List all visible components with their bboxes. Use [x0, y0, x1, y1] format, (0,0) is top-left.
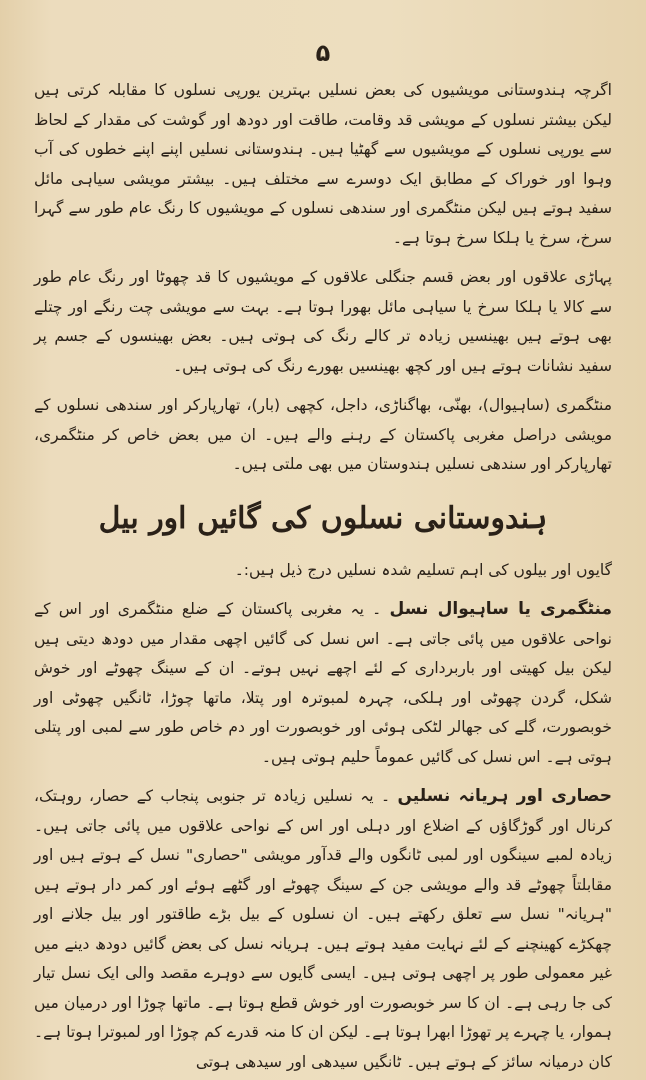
page-number: ۵: [315, 39, 331, 67]
paragraph-text: اگرچہ ہندوستانی مویشیوں کی بعض نسلیں بہترین یورپی نسلوں کا مقابلہ کرتی ہیں لیکن بیشتر نسلوں کے مویشی قد وقامت، طاقت اور دودھ اور گوشت کی مقدار کے لحاظ سے یورپی نسلوں کے مویشیوں سے گھٹیا ہیں۔ ہندوستانی نسلیں اپنے اپنے خطوں کی آب وہوا اور خوراک کے مطابق ایک دوسرے سے مختلف ہیں۔ بیشتر مویشی سیاہی مائل سفید ہوتے ہیں لیکن منٹگمری اور سندھی نسلوں کے مویشیوں کا رنگ عام طور سے گہرا سرخ، سرخ یا ہلکا سرخ ہوتا ہے۔: [34, 81, 612, 247]
paragraph-list-intro: [34, 556, 612, 586]
breed-heading-hissar-hariana: حصاری اور ہریانہ نسلیں: [397, 786, 612, 806]
paragraph-montgomery: [34, 595, 612, 772]
paragraph-text: ۔ یہ مغربی پاکستان کے ضلع منٹگمری اور اس کے نواحی علاقوں میں پائی جاتی ہے۔ اس نسل کی گائیں اچھی مقدار میں دودھ دیتی ہیں لیکن بیل کھیتی اور باربرداری کے لئے اچھے نہیں ہوتے۔ ان کے سینگ چھوٹے اور خوش شکل، گردن چھوٹی اور ہلکی، چہرہ لمبوترہ اور پتلا، ماتھا چوڑا، ٹانگیں چھوٹی اور خوبصورت، گلے کی جھالر لٹکی ہوئی اور خوبصورت اور دم خاص طور سے لمبی اور پتلی ہوتی ہے۔ اس نسل کی گائیں عموماً حلیم ہوتی ہیں۔: [34, 600, 612, 766]
paragraph-hissar-hariana: [34, 782, 612, 1077]
paragraph-text: ۔ یہ نسلیں زیادہ تر جنوبی پنجاب کے حصار، روہتک، کرنال اور گوڑگاؤں کے اضلاع اور دہلی اور اس کے نواحی علاقوں میں پائی جاتی ہیں۔ زیادہ لمبے سینگوں اور لمبی ٹانگوں والے قدآور مویشی "حصاری" نسل کے ہوتے ہیں اور مقابلتاً چھوٹے قد والے مویشی جن کے سینگ چھوٹے اور گٹھے ہوئے اور کمر دار ہوتے ہیں "ہریانہ" نسل سے تعلق رکھتے ہیں۔ ان نسلوں کے بیل بڑے طاقتور اور بیل جلانے اور چھکڑے کھینچنے کے لئے نہایت مفید ہوتے ہیں۔ ہریانہ نسل کی بعض گائیں دودھ دینے میں غیر معمولی طور پر اچھی ہوتی ہیں۔ ایسی گایوں سے دوہرے مقصد والی ایک نسل تیار کی جا رہی ہے۔ ان کا سر خوبصورت اور خوش قطع ہوتا ہے۔ ماتھا چوڑا اور درمیان میں ہموار، یا چہرے پر تھوڑا ابھرا ہوتا ہے۔ لیکن ان کا منہ قدرے کم چوڑا اور لمبوترا ہوتا ہے۔ کان درمیانہ سائز کے ہوتے ہیں۔ ٹانگیں سیدھی اور سیدھی ہوتی: [34, 787, 612, 1071]
paragraph-intro: [34, 76, 612, 253]
section-title: ہندوستانی نسلوں کی گائیں اور بیل: [98, 500, 548, 536]
paragraph-hill-cattle: [34, 263, 612, 381]
paragraph-breeds-origin: [34, 391, 612, 480]
paragraph-text: پہاڑی علاقوں اور بعض قسم جنگلی علاقوں کے مویشیوں کا قد چھوٹا اور رنگ عام طور سے کالا یا ہلکا سرخ یا سیاہی مائل بھورا ہوتا ہے۔ بہت سے مویشی چت رنگے اور چتلے بھی ہوتے ہیں بھینسیں زیادہ تر کالے رنگ کی ہوتی ہیں۔ بعض بھینسوں کے جسم پر سفید نشانات ہوتے ہیں اور کچھ بھینسیں بھورے رنگ کی ہوتی ہیں۔: [34, 268, 612, 375]
paragraph-text: منٹگمری (ساہیوال)، بھنّی، بھاگناڑی، داجل، کچھی (بار)، تھارپارکر اور سندھی نسلوں کے مویشی دراصل مغربی پاکستان کے رہنے والے ہیں۔ ان میں بعض خاص کر منٹگمری، تھارپارکر اور سندھی نسلیں ہندوستان میں بھی ملتی ہیں۔: [34, 396, 612, 473]
paragraph-text: گایوں اور بیلوں کی اہم تسلیم شدہ نسلیں درج ذیل ہیں:۔: [234, 560, 612, 579]
breed-heading-montgomery: منٹگمری یا ساہیوال نسل: [389, 599, 612, 619]
